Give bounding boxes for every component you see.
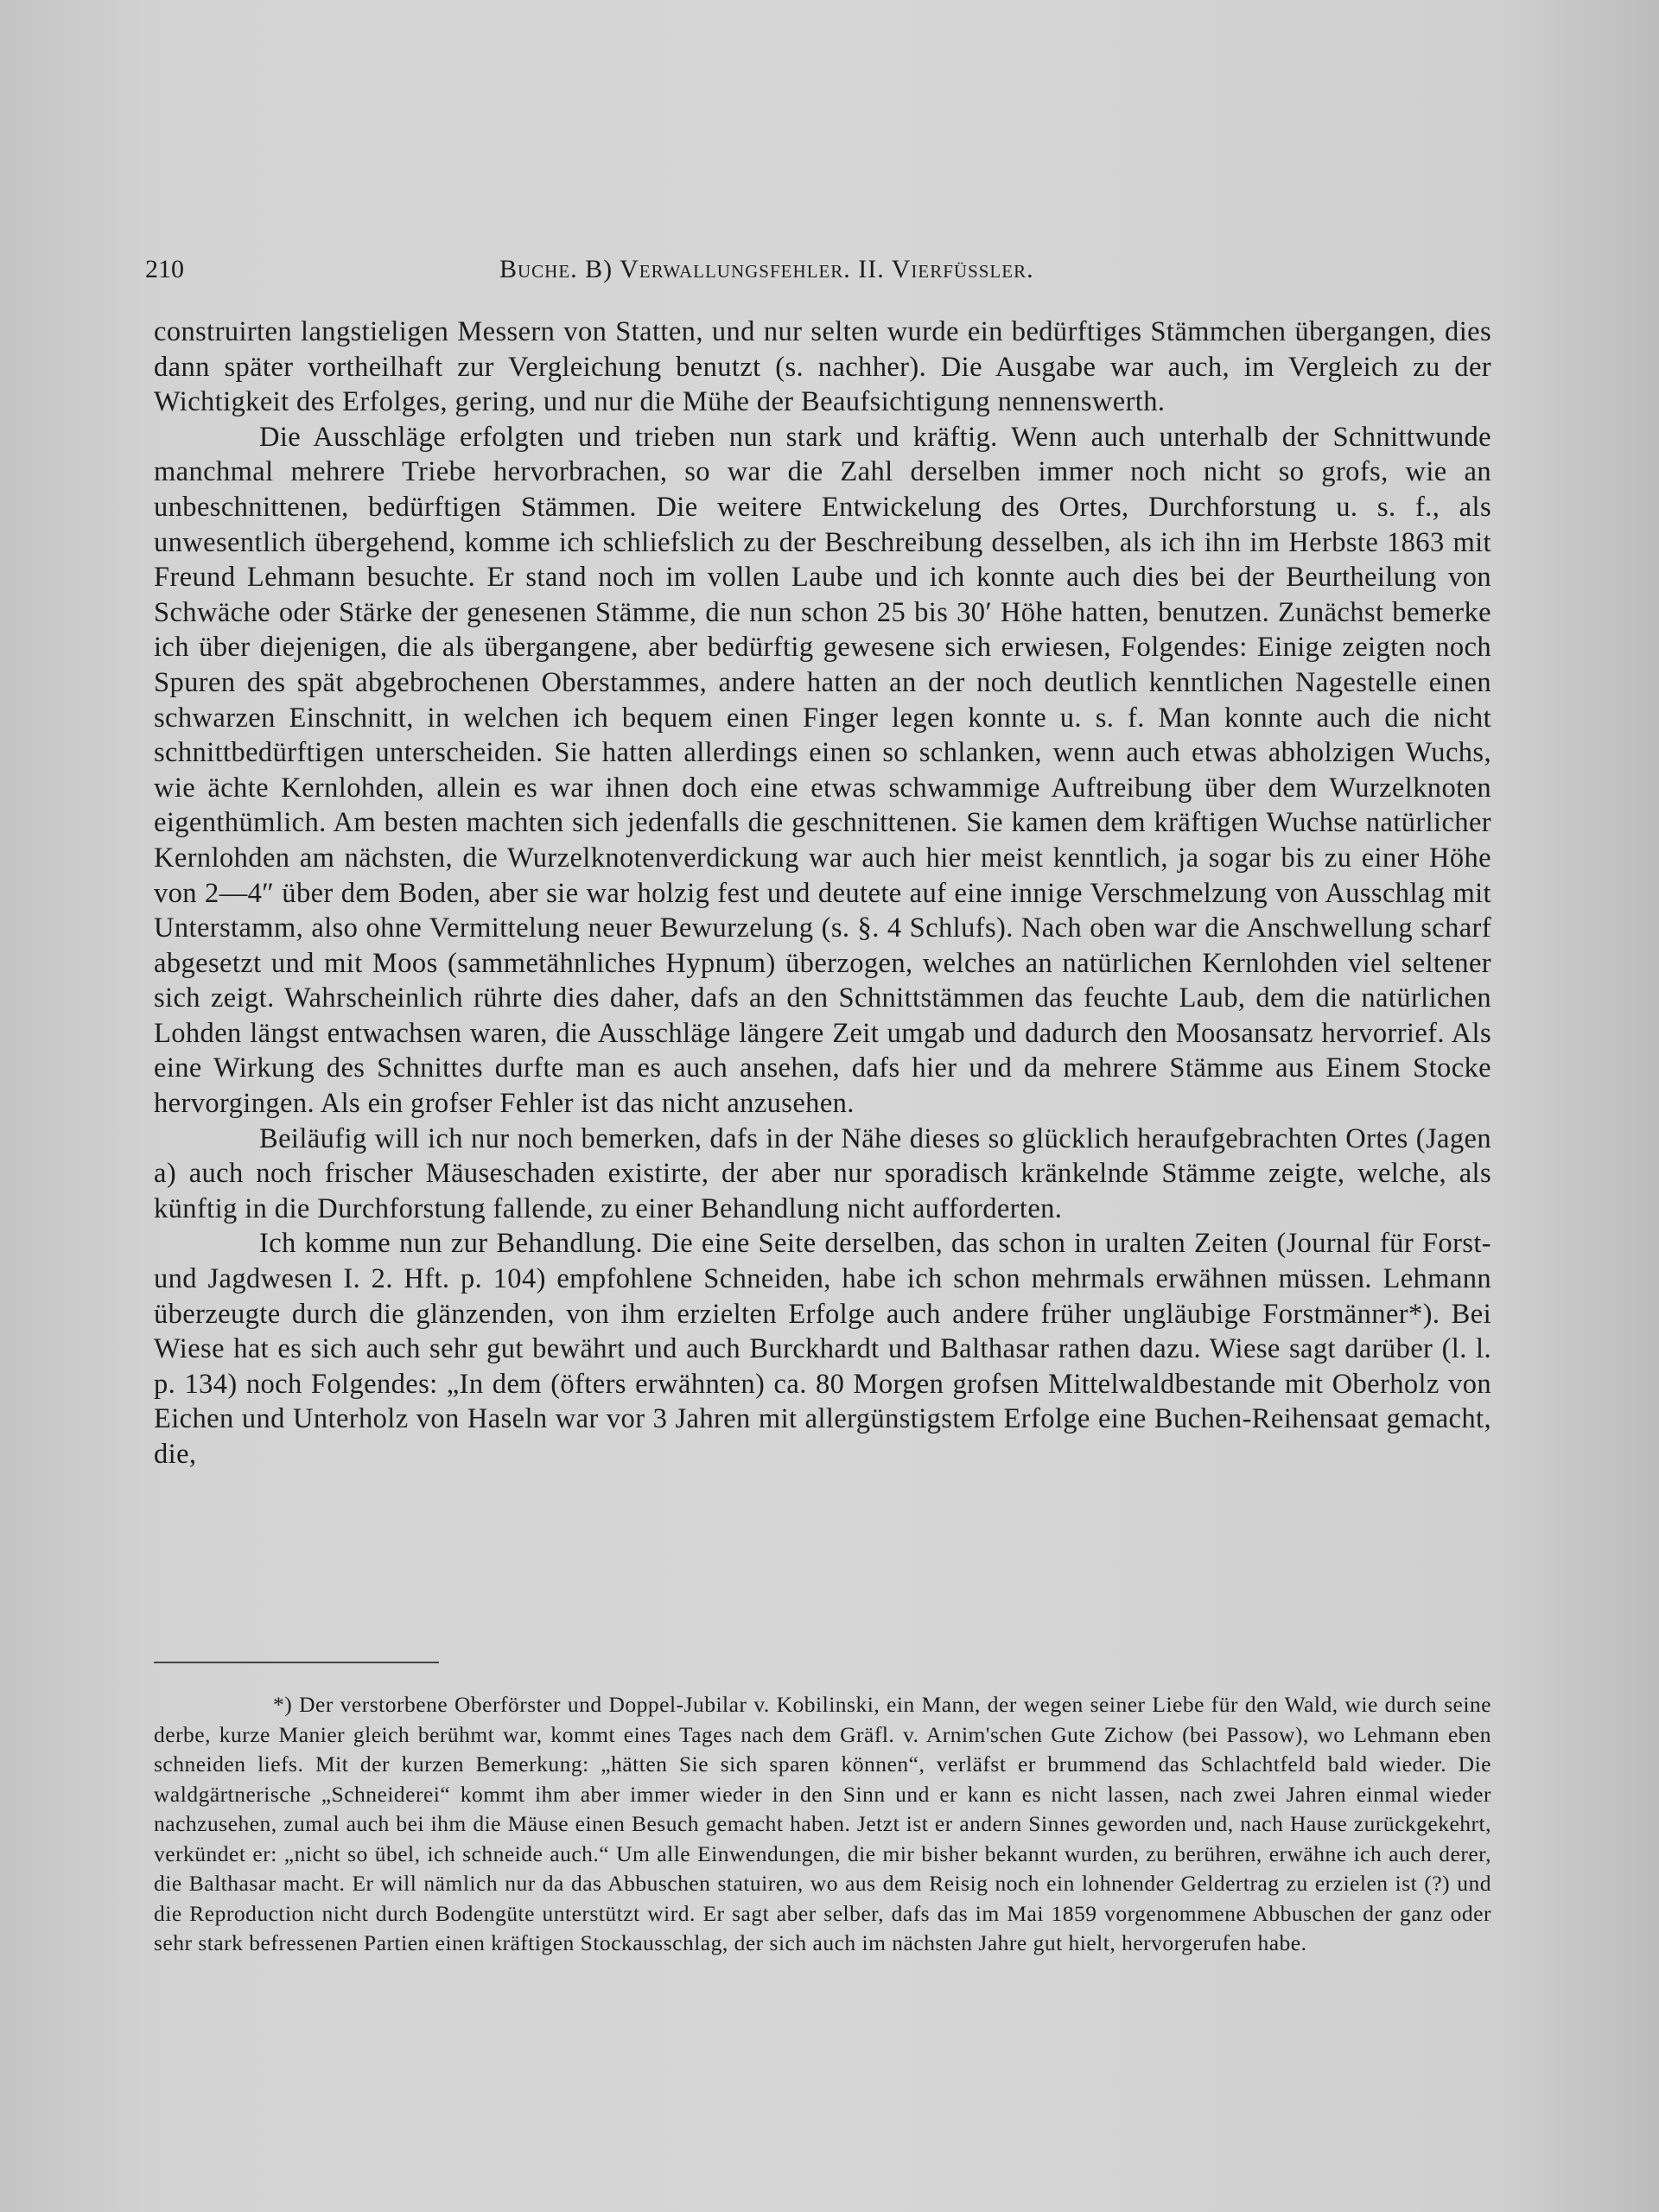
paragraph-4: Ich komme nun zur Behandlung. Die eine Seite derselben, das schon in uralten Zeiten (Journal für Forst- und Jagdwesen I. 2. Hft. p. 104) empfohlene Schneiden, habe ich schon mehrmals erwähnen müssen. Lehmann überzeugte durch die glänzenden, von ihm erzielten Erfolge auch andere früher ungläubige Forstmänner*). Bei Wiese hat es sich auch sehr gut bewährt und auch Burckhardt und Balthasar rathen dazu. Wiese sagt darüber (l. l. p. 134) noch Folgendes: „In dem (öfters erwähnten) ca. 80 Morgen grofsen Mittelwaldbestande mit Oberholz von Eichen und Unterholz von Haseln war vor 3 Jahren mit allergünstigstem Erfolge eine Buchen-Reihensaat gemacht, die,	[154, 1228, 1491, 1470]
page-header	[145, 252, 1491, 287]
page-number: 210	[145, 255, 184, 283]
paragraph-2: Die Ausschläge erfolgten und trieben nun stark und kräftig. Wenn auch unterhalb der Schnittwunde manchmal mehrere Triebe hervorbrachen, so war die Zahl derselben immer noch nicht so grofs, wie an unbeschnittenen, bedürftigen Stämmen. Die weitere Entwickelung des Ortes, Durchforstung u. s. f., als unwesentlich übergehend, komme ich schliefslich zu der Beschreibung desselben, als ich ihn im Herbste 1863 mit Freund Lehmann besuchte. Er stand noch im vollen Laube und ich konnte auch dies bei der Beurtheilung von Schwäche oder Stärke der genesenen Stämme, die nun schon 25 bis 30′ Höhe hatten, benutzen. Zunächst bemerke ich über diejenigen, die als übergangene, aber bedürftig gewesene sich erwiesen, Folgendes: Einige zeigten noch Spuren des spät abgebrochenen Oberstammes, andere hatten an der noch deutlich kenntlichen Nagestelle einen schwarzen Einschnitt, in welchen ich bequem einen Finger legen konnte u. s. f. Man konnte auch die nicht schnittbedürftigen unterscheiden. Sie hatten allerdings einen so schlanken, wenn auch etwas abholzigen Wuchs, wie ächte Kernlohden, allein es war ihnen doch eine etwas schwammige Auftreibung über dem Wurzelknoten eigenthümlich. Am besten machten sich jedenfalls die geschnittenen. Sie kamen dem kräftigen Wuchse natürlicher Kernlohden am nächsten, die Wurzelknotenverdickung war auch hier meist kenntlich, ja sogar bis zu einer Höhe von 2—4″ über dem Boden, aber sie war holzig fest und deutete auf eine innige Verschmelzung von Ausschlag mit Unterstamm, also ohne Vermittelung neuer Bewurzelung (s. §. 4 Schlufs). Nach oben war die Anschwellung scharf abgesetzt und mit Moos (sammetähnliches Hypnum) überzogen, welches an natürlichen Kernlohden viel seltener sich zeigt. Wahrscheinlich rührte dies daher, dafs an den Schnittstämmen das feuchte Laub, dem die natürlichen Lohden längst entwachsen waren, die Ausschläge längere Zeit umgab und dadurch den Moosansatz hervorrief. Als eine Wirkung des Schnittes durfte man es auch ansehen, dafs hier und da mehrere Stämme aus Einem Stocke hervorgingen. Als ein grofser Fehler ist das nicht anzusehen.	[154, 421, 1491, 1120]
footnote	[154, 1690, 1491, 1959]
paragraph-1: construirten langstieligen Messern von Statten, und nur selten wurde ein bedürftiges Stämmchen übergangen, dies dann später vortheilhaft zur Vergleichung benutzt (s. nachher). Die Ausgabe war auch, im Vergleich zu der Wichtigkeit des Erfolges, gering, und nur die Mühe der Beaufsichtigung nennenswerth.	[154, 316, 1491, 418]
footnote-text: *) Der verstorbene Oberförster und Doppel-Jubilar v. Kobilinski, ein Mann, der wegen seiner Liebe für den Wald, wie durch seine derbe, kurze Manier gleich berühmt war, kommt eines Tages nach dem Gräfl. v. Arnim'schen Gute Zichow (bei Passow), wo Lehmann eben schneiden liefs. Mit der kurzen Bemerkung: „hätten Sie sich sparen können“, verläfst er brummend das Schlachtfeld bald wieder. Die waldgärtnerische „Schneiderei“ kommt ihm aber immer wieder in den Sinn und er kann es nicht lassen, nach zwei Jahren einmal wieder nachzusehen, zumal auch bei ihm die Mäuse einen Besuch gemacht haben. Jetzt ist er andern Sinnes geworden und, nach Hause zurückgekehrt, verkündet er: „nicht so übel, ich schneide auch.“ Um alle Einwendungen, die mir bisher bekannt wurden, zu berühren, erwähne ich auch derer, die Balthasar macht. Er will nämlich nur da das Abbuschen statuiren, wo aus dem Reisig noch ein lohnender Geldertrag zu erzielen ist (?) und die Reproduction nicht durch Bodengüte unterstützt wird. Er sagt aber selber, dafs das im Mai 1859 vorgenommene Abbuschen der ganz oder sehr stark befressenen Partien einen kräftigen Stockausschlag, der sich auch im nächsten Jahre gut hielt, hervorgerufen habe.	[154, 1692, 1491, 1955]
running-head: Buche. B) Verwallungsfehler. II. Vierfüssler.	[499, 255, 1034, 283]
footnote-rule	[154, 1662, 439, 1663]
body-text	[154, 315, 1491, 1472]
paragraph-3: Beiläufig will ich nur noch bemerken, dafs in der Nähe dieses so glücklich heraufgebrachten Ortes (Jagen a) auch noch frischer Mäuseschaden existirte, der aber nur sporadisch kränkelnde Stämme zeigte, welche, als künftig in die Durchforstung fallende, zu einer Behandlung nicht aufforderten.	[154, 1122, 1491, 1224]
